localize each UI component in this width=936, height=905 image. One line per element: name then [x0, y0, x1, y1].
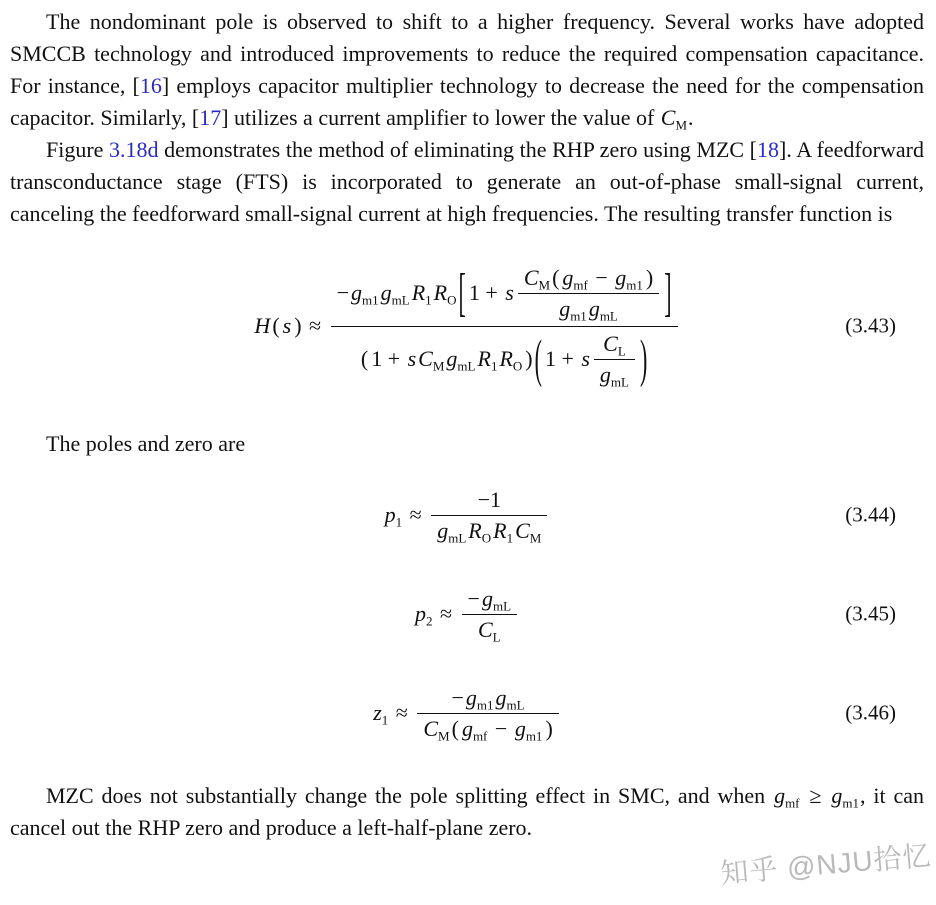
math-operator: − [489, 715, 513, 741]
math-subscript: mL [448, 530, 467, 546]
text-run: ] employs capacitor multiplier technology to decrease the need for the compensation capacitor. Similarly, [ [10, 73, 924, 130]
math-subscript: mL [492, 598, 512, 614]
math-variable: $p_2$ [414, 601, 433, 629]
math-fraction [417, 683, 558, 744]
text-run: MZC does not substantially change the pole splitting effect in SMC, and when [46, 783, 774, 808]
math-variable: $C_M$ [418, 346, 445, 374]
equation-3-43 [10, 236, 924, 416]
math-subscript: m1 [362, 292, 379, 308]
fraction-denominator [431, 516, 547, 546]
math-subscript: O [447, 292, 457, 308]
math-variable: $R_1$ [477, 346, 498, 374]
math-subscript: O [512, 358, 523, 374]
math-subscript: 1 [381, 712, 389, 728]
math-group [458, 263, 673, 324]
math-variable: $R_O$ [433, 280, 457, 308]
math-fraction [431, 485, 547, 546]
math-variable: $g_{mL}$ [495, 684, 525, 713]
math-operator: − [451, 684, 464, 710]
math-variable: $C_M$ [660, 105, 688, 133]
close-fence-icon: ) [525, 346, 533, 371]
math-variable: $C_M$ [515, 517, 542, 546]
fraction-numerator [472, 485, 507, 515]
close-fence-icon: ] [664, 261, 672, 322]
equation-3-44-math [384, 485, 551, 546]
math-subscript: m1 [626, 277, 643, 293]
math-subscript: 2 [425, 613, 433, 629]
paragraph-figure-318d [10, 134, 924, 230]
fraction-denominator [355, 327, 653, 392]
math-group [271, 313, 302, 339]
fraction-numerator [446, 683, 531, 713]
math-group [551, 265, 654, 291]
math-subscript: 1 [395, 514, 403, 530]
math-variable: $R_O$ [499, 346, 523, 374]
equation-3-46 [10, 662, 924, 764]
math-fraction [462, 584, 517, 645]
math-variable: $g_{m1}$ [351, 280, 379, 308]
text-run: Figure [46, 137, 110, 162]
math-variable: $g_{mL}$ [481, 585, 512, 614]
math-variable: $C_L$ [603, 330, 626, 359]
open-fence-icon: ( [451, 715, 459, 741]
math-subscript: L [617, 343, 626, 359]
fraction-numerator [597, 329, 632, 359]
math-operator: ≈ [434, 601, 458, 626]
math-subscript: mL [599, 308, 618, 324]
fraction-denominator [472, 615, 507, 645]
math-subscript: m1 [525, 728, 543, 744]
paragraph-mzc-conclusion [10, 780, 924, 844]
math-operator: − [589, 264, 614, 290]
open-fence-icon: ( [534, 327, 542, 388]
equation-3-45 [10, 566, 924, 662]
math-variable: $g_{m1}$ [514, 715, 543, 744]
math-variable: $g_{m1}$ [465, 684, 494, 713]
math-operator: 1 + [544, 346, 580, 371]
close-fence-icon: ) [545, 715, 553, 741]
reference-link[interactable]: 16 [139, 73, 162, 98]
math-operator: 1 + [468, 280, 504, 305]
math-subscript: M [529, 530, 542, 546]
fraction-numerator [518, 263, 659, 293]
equation-3-44-number: (3.44) [845, 502, 896, 527]
math-subscript: 1 [506, 530, 514, 546]
close-fence-icon: ) [639, 327, 648, 388]
open-fence-icon: ( [360, 346, 369, 371]
math-subscript: mf [573, 277, 588, 293]
math-group [534, 329, 649, 390]
math-variable: $g_{m1}$ [559, 295, 587, 324]
math-variable: $C_M$ [423, 715, 450, 744]
math-variable: $g_{mL}$ [599, 361, 629, 390]
math-fraction [331, 261, 678, 392]
math-variable: s [282, 313, 292, 338]
math-variable: $C_M$ [523, 264, 551, 293]
equation-3-43-number: (3.43) [845, 313, 896, 338]
group-body [543, 329, 639, 390]
math-subscript: mf [472, 728, 488, 744]
open-fence-icon: [ [458, 261, 466, 322]
math-variable: s [505, 280, 514, 305]
math-variable: $z_1$ [373, 700, 389, 728]
math-group [451, 716, 554, 742]
open-fence-icon: ( [552, 264, 560, 290]
math-subscript: 1 [490, 358, 498, 374]
reference-link[interactable]: 18 [757, 137, 780, 162]
math-subscript: mL [610, 374, 629, 390]
math-variable: s [581, 346, 590, 371]
text-run: , it can cancel out the RHP zero and produce a left-half-plane zero. [10, 783, 924, 840]
math-operator: ≈ [404, 502, 428, 527]
math-variable: $g_{m1}$ [615, 264, 643, 293]
equation-3-43-math [253, 261, 680, 392]
equation-3-46-math [372, 683, 562, 744]
fraction-numerator [462, 584, 517, 614]
math-subscript: O [481, 530, 492, 546]
math-operator: −1 [477, 486, 501, 512]
math-variable: $g_{mf}$ [562, 264, 588, 293]
close-fence-icon: ) [294, 313, 302, 338]
math-variable: $g_{mf}$ [774, 783, 800, 811]
math-subscript: M [675, 117, 688, 133]
math-subscript: 1 [425, 292, 432, 308]
math-variable: $g_{mf}$ [461, 715, 488, 744]
open-fence-icon: ( [272, 313, 280, 338]
math-subscript: M [432, 358, 445, 374]
group-body [281, 313, 294, 339]
math-fraction [518, 263, 659, 324]
text-run: . [688, 105, 694, 130]
math-variable: $R_1$ [411, 280, 432, 308]
fraction-denominator [417, 714, 558, 744]
equation-3-44 [10, 464, 924, 566]
math-operator: − [467, 585, 480, 611]
math-variable: $p_1$ [384, 502, 403, 530]
math-subscript: M [438, 728, 450, 744]
math-variable: $g_{mL}$ [437, 517, 467, 546]
math-variable: $g_{mL}$ [446, 346, 476, 374]
math-subscript: L [492, 629, 501, 645]
math-variable: $g_{mL}$ [588, 295, 618, 324]
equation-3-46-number: (3.46) [845, 700, 896, 725]
math-operator: − [336, 280, 350, 305]
math-variable: H [254, 313, 271, 338]
math-subscript: mL [506, 697, 525, 713]
math-operator: ≈ [390, 700, 414, 725]
math-variable: $g_{m1}$ [831, 783, 859, 811]
reference-link[interactable]: 17 [199, 105, 222, 130]
group-body [467, 263, 663, 324]
math-variable: s [407, 346, 417, 371]
math-variable: $R_O$ [468, 517, 492, 546]
text-run: ] utilizes a current amplifier to lower the value of [221, 105, 660, 130]
equation-3-45-math [414, 584, 520, 645]
math-subscript: mL [457, 358, 476, 374]
math-operator: 1 + [371, 346, 406, 371]
text-run: demonstrates the method of eliminating the RHP zero using MZC [ [158, 137, 758, 162]
group-body [369, 346, 524, 372]
group-body [560, 265, 645, 291]
group-body [460, 716, 545, 742]
math-subscript: m1 [476, 697, 494, 713]
math-subscript: m1 [842, 795, 859, 811]
math-variable: $g_{mL}$ [380, 280, 410, 308]
math-subscript: mL [391, 292, 410, 308]
math-subscript: m1 [570, 308, 587, 324]
math-subscript: M [538, 277, 551, 293]
text-run: The nondominant pole is observed to shift to a higher frequency. Several works have adopted SMCCB technology and introduced improvements to reduce the required compensation capacitance. For instance, [ [10, 9, 924, 98]
equation-3-45-number: (3.45) [845, 601, 896, 626]
text-run: The poles and zero are [46, 431, 246, 456]
fraction-denominator [553, 294, 624, 324]
math-operator: ≥ [801, 783, 830, 808]
math-group [360, 346, 534, 372]
watermark: 知乎 @NJU拾忆 [719, 839, 934, 890]
paragraph-poles-and-zero [10, 428, 924, 460]
text-run: ]. A feedforward transconductance stage (FTS) is incorporated to generate an out-of-phase small-signal current, canceling the feedforward small-signal current at high frequencies. The resulting transfer function is [10, 137, 924, 226]
close-fence-icon: ) [645, 264, 654, 290]
reference-link[interactable]: 3.18d [109, 137, 159, 162]
fraction-denominator [594, 360, 635, 390]
fraction-numerator [331, 261, 678, 326]
math-variable: $R_1$ [493, 517, 514, 546]
paragraph-nondominant-pole [10, 6, 924, 134]
math-operator: ≈ [303, 313, 327, 338]
math-fraction [594, 329, 635, 390]
math-variable: $C_L$ [477, 616, 501, 645]
math-subscript: mf [785, 795, 800, 811]
